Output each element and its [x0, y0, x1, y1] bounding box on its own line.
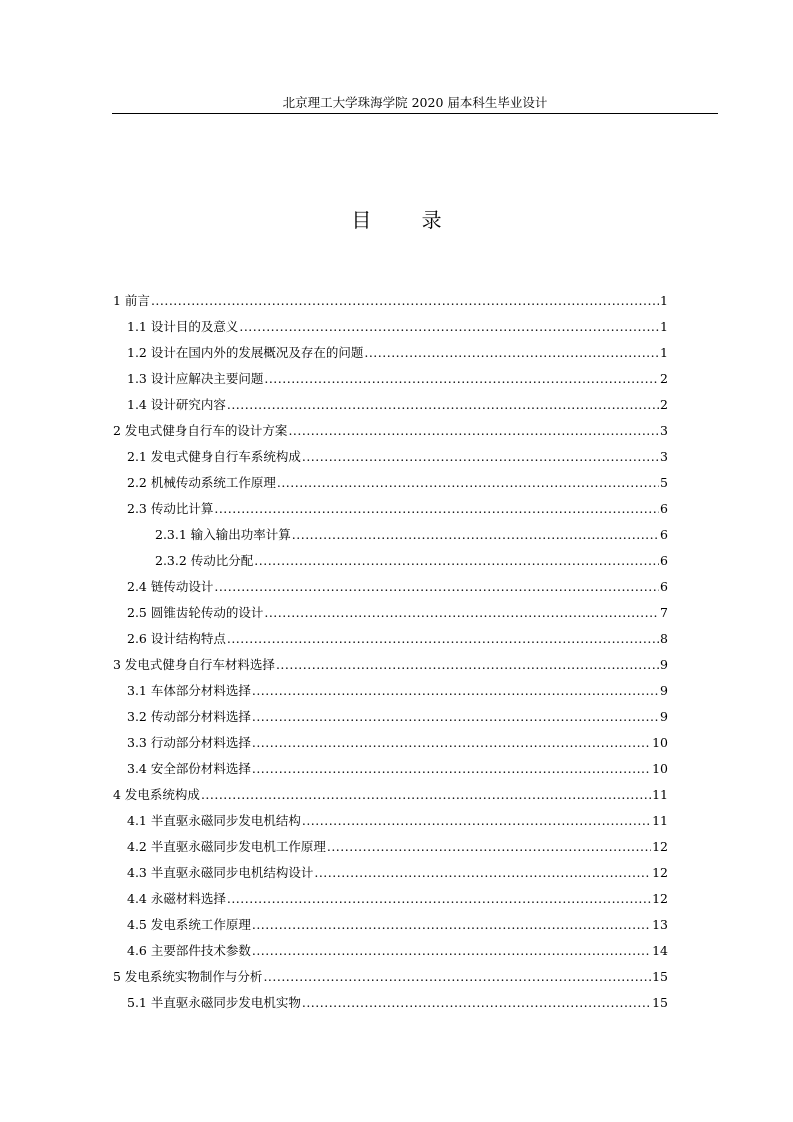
- toc-entry-label: 1.2 设计在国内外的发展概况及存在的问题: [127, 345, 364, 360]
- toc-entry[interactable]: [113, 413, 668, 439]
- toc-leader-dots: [252, 943, 651, 959]
- toc-entry[interactable]: [113, 725, 668, 751]
- toc-entry-page: 12: [652, 839, 668, 854]
- toc-entry[interactable]: [113, 465, 668, 491]
- toc-entry-label: 2.4 链传动设计: [127, 579, 214, 594]
- toc-leader-dots: [214, 579, 659, 595]
- toc-leader-dots: [314, 865, 651, 881]
- toc-entry[interactable]: [113, 959, 668, 985]
- toc-entry[interactable]: [113, 439, 668, 465]
- toc-entry-label: 3.3 行动部分材料选择: [127, 735, 251, 750]
- toc-leader-dots: [263, 969, 651, 985]
- toc-entry[interactable]: [113, 517, 668, 543]
- toc-entry[interactable]: [113, 491, 668, 517]
- toc-entry[interactable]: [113, 907, 668, 933]
- toc-entry-page: 9: [660, 683, 668, 698]
- toc-entry[interactable]: [113, 595, 668, 621]
- toc-entry-label: 4.5 发电系统工作原理: [127, 917, 251, 932]
- toc-entry-label: 4.1 半直驱永磁同步发电机结构: [127, 813, 301, 828]
- page-title: 目 录: [351, 208, 464, 232]
- toc-entry[interactable]: [113, 335, 668, 361]
- toc-entry-page: 15: [652, 969, 668, 984]
- toc-entry[interactable]: [113, 309, 668, 335]
- toc-entry-label: 3.2 传动部分材料选择: [127, 709, 251, 724]
- toc-leader-dots: [327, 839, 651, 855]
- toc-entry-page: 9: [660, 709, 668, 724]
- toc-entry-label: 2 发电式健身自行车的设计方案: [113, 423, 288, 438]
- toc-entry[interactable]: [113, 855, 668, 881]
- toc-entry[interactable]: [113, 751, 668, 777]
- toc-entry[interactable]: [113, 361, 668, 387]
- toc-entry-page: 6: [660, 501, 668, 516]
- toc-leader-dots: [252, 917, 651, 933]
- toc-leader-dots: [214, 501, 659, 517]
- toc-leader-dots: [239, 319, 659, 335]
- toc-leader-dots: [227, 631, 659, 647]
- toc-entry[interactable]: [113, 777, 668, 803]
- toc-entry-label: 4.3 半直驱永磁同步电机结构设计: [127, 865, 314, 880]
- toc-entry[interactable]: [113, 283, 668, 309]
- toc-leader-dots: [277, 475, 659, 491]
- toc-entry-label: 1.4 设计研究内容: [127, 397, 226, 412]
- toc-leader-dots: [252, 709, 659, 725]
- toc-leader-dots: [252, 735, 651, 751]
- toc-leader-dots: [292, 527, 659, 543]
- toc-leader-dots: [276, 657, 659, 673]
- toc-entry-page: 7: [660, 605, 668, 620]
- toc-leader-dots: [302, 449, 659, 465]
- toc-entry-page: 10: [652, 735, 668, 750]
- toc-entry[interactable]: [113, 985, 668, 1011]
- toc-entry-page: 2: [660, 371, 668, 386]
- page-header: 北京理工大学珠海学院 2020 届本科生毕业设计: [282, 95, 548, 110]
- header-rule: [112, 113, 718, 114]
- toc-entry[interactable]: [113, 543, 668, 569]
- table-of-contents: [113, 283, 668, 1011]
- toc-leader-dots: [288, 423, 659, 439]
- toc-entry-page: 11: [652, 813, 668, 828]
- toc-entry-page: 3: [660, 423, 668, 438]
- toc-entry-label: 2.5 圆锥齿轮传动的设计: [127, 605, 264, 620]
- toc-entry[interactable]: [113, 699, 668, 725]
- toc-entry-label: 2.6 设计结构特点: [127, 631, 226, 646]
- toc-entry-label: 2.2 机械传动系统工作原理: [127, 475, 276, 490]
- toc-entry[interactable]: [113, 673, 668, 699]
- toc-entry-page: 1: [660, 293, 668, 308]
- toc-entry-label: 3.4 安全部份材料选择: [127, 761, 251, 776]
- toc-leader-dots: [227, 397, 659, 413]
- toc-leader-dots: [252, 683, 659, 699]
- toc-leader-dots: [254, 553, 659, 569]
- toc-entry-page: 2: [660, 397, 668, 412]
- toc-entry-page: 1: [660, 345, 668, 360]
- toc-entry-label: 1.1 设计目的及意义: [127, 319, 239, 334]
- toc-leader-dots: [302, 813, 651, 829]
- toc-entry-label: 4.2 半直驱永磁同步发电机工作原理: [127, 839, 326, 854]
- toc-entry[interactable]: [113, 933, 668, 959]
- toc-leader-dots: [252, 761, 651, 777]
- toc-entry-page: 8: [660, 631, 668, 646]
- toc-entry-label: 2.3.2 传动比分配: [155, 553, 254, 568]
- toc-entry-page: 11: [652, 787, 668, 802]
- toc-entry[interactable]: [113, 881, 668, 907]
- toc-entry-page: 6: [660, 527, 668, 542]
- toc-leader-dots: [302, 995, 651, 1011]
- toc-leader-dots: [264, 605, 659, 621]
- toc-leader-dots: [151, 293, 659, 309]
- toc-entry[interactable]: [113, 829, 668, 855]
- toc-entry-page: 10: [652, 761, 668, 776]
- toc-entry-page: 12: [652, 865, 668, 880]
- toc-entry[interactable]: [113, 647, 668, 673]
- toc-entry-label: 1 前言: [113, 293, 150, 308]
- toc-entry-label: 3 发电式健身自行车材料选择: [113, 657, 275, 672]
- toc-entry-label: 2.1 发电式健身自行车系统构成: [127, 449, 301, 464]
- toc-entry-label: 1.3 设计应解决主要问题: [127, 371, 264, 386]
- toc-entry-label: 4 发电系统构成: [113, 787, 200, 802]
- toc-entry-page: 9: [660, 657, 668, 672]
- toc-entry-page: 3: [660, 449, 668, 464]
- toc-entry[interactable]: [113, 387, 668, 413]
- toc-entry-page: 13: [652, 917, 668, 932]
- toc-entry-label: 4.4 永磁材料选择: [127, 891, 226, 906]
- toc-entry-label: 3.1 车体部分材料选择: [127, 683, 251, 698]
- toc-entry-label: 4.6 主要部件技术参数: [127, 943, 251, 958]
- toc-entry-page: 6: [660, 579, 668, 594]
- toc-entry[interactable]: [113, 569, 668, 595]
- toc-leader-dots: [227, 891, 651, 907]
- toc-leader-dots: [201, 787, 651, 803]
- toc-entry-page: 12: [652, 891, 668, 906]
- toc-entry[interactable]: [113, 621, 668, 647]
- toc-leader-dots: [264, 371, 659, 387]
- toc-entry-page: 14: [652, 943, 668, 958]
- toc-entry[interactable]: [113, 803, 668, 829]
- toc-entry-label: 5.1 半直驱永磁同步发电机实物: [127, 995, 301, 1010]
- toc-entry-page: 5: [660, 475, 668, 490]
- toc-entry-page: 15: [652, 995, 668, 1010]
- toc-entry-label: 2.3 传动比计算: [127, 501, 214, 516]
- toc-leader-dots: [364, 345, 659, 361]
- toc-entry-label: 2.3.1 输入输出功率计算: [155, 527, 291, 542]
- toc-entry-label: 5 发电系统实物制作与分析: [113, 969, 263, 984]
- toc-entry-page: 1: [660, 319, 668, 334]
- toc-entry-page: 6: [660, 553, 668, 568]
